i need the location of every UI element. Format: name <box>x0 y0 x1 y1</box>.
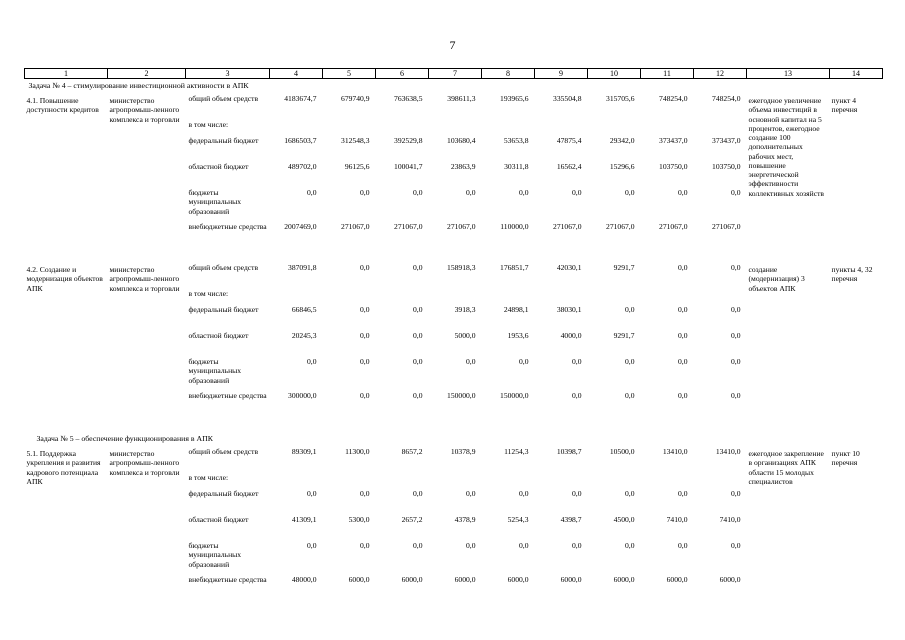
amount-cell <box>588 289 641 305</box>
amount-cell: 2007469,0 <box>284 222 317 231</box>
amount-cell: 0,0 <box>519 188 529 197</box>
task-title-row <box>25 79 883 95</box>
table-row <box>25 94 883 120</box>
amount-cell: 41309,1 <box>291 515 317 524</box>
amount-cell: 0,0 <box>466 188 476 197</box>
header-cell: 6 <box>376 69 429 79</box>
amount-cell: 0,0 <box>572 391 582 400</box>
amount-cell: 6000,0 <box>613 575 635 584</box>
amount-cell: 66846,5 <box>291 305 317 314</box>
amount-cell <box>535 120 588 136</box>
spacer-row <box>25 248 883 263</box>
amount-cell <box>588 120 641 136</box>
amount-cell: 6000,0 <box>719 575 741 584</box>
header-cell: 10 <box>588 69 641 79</box>
amount-cell: 0,0 <box>360 305 370 314</box>
amount-cell: 312548,3 <box>341 136 370 145</box>
amount-cell: 0,0 <box>731 305 741 314</box>
amount-cell: 23863,9 <box>450 162 476 171</box>
measure-name: 4.1. Повышение доступности кредитов <box>26 96 99 115</box>
amount-cell: 271067,0 <box>341 222 370 231</box>
amount-cell: 0,0 <box>572 541 582 550</box>
amount-cell: 6000,0 <box>666 575 688 584</box>
task-title: Задача № 4 – стимулирование инвестиционной активности в АПК <box>28 81 249 90</box>
header-cell: 7 <box>429 69 482 79</box>
amount-cell: 150000,0 <box>500 391 529 400</box>
amount-cell: 10398,7 <box>556 447 582 456</box>
amount-cell <box>694 120 747 136</box>
header-cell: 5 <box>323 69 376 79</box>
amount-cell: 392529,8 <box>394 136 423 145</box>
funding-source: федеральный бюджет <box>188 489 259 498</box>
amount-cell: 271067,0 <box>659 222 688 231</box>
amount-cell: 0,0 <box>731 263 741 272</box>
amount-cell: 5000,0 <box>454 331 476 340</box>
amount-cell: 0,0 <box>519 357 529 366</box>
amount-cell <box>641 120 694 136</box>
amount-cell: 5300,0 <box>348 515 370 524</box>
amount-cell: 271067,0 <box>553 222 582 231</box>
amount-cell: 0,0 <box>307 489 317 498</box>
expected-result: создание (модернизация) 3 объектов АПК <box>748 265 805 293</box>
budget-table <box>24 68 883 601</box>
header-cell: 12 <box>694 69 747 79</box>
amount-cell: 16562,4 <box>556 162 582 171</box>
amount-cell: 398611,3 <box>447 94 476 103</box>
amount-cell: 10500,0 <box>609 447 635 456</box>
amount-cell: 0,0 <box>678 357 688 366</box>
amount-cell: 0,0 <box>678 331 688 340</box>
amount-cell: 110000,0 <box>500 222 529 231</box>
amount-cell: 0,0 <box>572 357 582 366</box>
header-cell: 2 <box>108 69 186 79</box>
amount-cell: 0,0 <box>678 541 688 550</box>
list-reference: пункт 10 перечня <box>831 449 860 468</box>
amount-cell: 6000,0 <box>507 575 529 584</box>
amount-cell: 0,0 <box>731 391 741 400</box>
amount-cell: 4500,0 <box>613 515 635 524</box>
amount-cell: 176851,7 <box>500 263 529 272</box>
amount-cell: 4183674,7 <box>284 94 317 103</box>
expected-result: ежегодное увеличение объема инвестиций в основной капитал на 5 процентов, ежегодное создание 100 дополнительных рабочих мест, повышение энергетической эффективности коллективных хозяйств <box>748 96 825 198</box>
amount-cell: 0,0 <box>360 391 370 400</box>
amount-cell: 271067,0 <box>447 222 476 231</box>
task-title-row <box>25 432 883 447</box>
amount-cell: 0,0 <box>625 489 635 498</box>
amount-cell: 373437,0 <box>712 136 741 145</box>
header-cell: 11 <box>641 69 694 79</box>
amount-cell: 0,0 <box>678 391 688 400</box>
amount-cell: 679740,9 <box>341 94 370 103</box>
task-title: Задача № 5 – обеспечение функционирования в АПК <box>36 434 213 443</box>
amount-cell: 0,0 <box>678 305 688 314</box>
amount-cell: 0,0 <box>731 541 741 550</box>
amount-cell: 0,0 <box>413 391 423 400</box>
amount-cell <box>482 473 535 489</box>
amount-cell: 96125,6 <box>344 162 370 171</box>
amount-cell: 100041,7 <box>394 162 423 171</box>
amount-cell: 0,0 <box>360 331 370 340</box>
amount-cell: 47875,4 <box>556 136 582 145</box>
amount-cell <box>376 120 429 136</box>
header-cell: 9 <box>535 69 588 79</box>
header-cell: 14 <box>830 69 883 79</box>
list-reference: пункт 4 перечня <box>831 96 858 115</box>
funding-source: областной бюджет <box>188 331 249 340</box>
amount-cell: 0,0 <box>307 357 317 366</box>
measure-name: 5.1. Поддержка укрепления и развития кадрового потенциала АПК <box>26 449 101 486</box>
executor: министерство агропромыш-ленного комплекса и торговли <box>109 96 180 124</box>
amount-cell: 38030,1 <box>556 305 582 314</box>
funding-source: бюджеты муниципальных образований <box>188 188 242 216</box>
amount-cell: 0,0 <box>360 188 370 197</box>
amount-cell: 0,0 <box>360 489 370 498</box>
amount-cell <box>588 473 641 489</box>
amount-cell: 6000,0 <box>454 575 476 584</box>
amount-cell: 193965,6 <box>500 94 529 103</box>
amount-cell: 6000,0 <box>401 575 423 584</box>
expected-result: ежегодное закрепление в организациях АПК области 15 молодых специалистов <box>748 449 824 486</box>
amount-cell <box>482 120 535 136</box>
list-reference: пункты 4, 32 перечня <box>831 265 873 284</box>
amount-cell <box>429 289 482 305</box>
funding-source: федеральный бюджет <box>188 305 259 314</box>
amount-cell <box>323 473 376 489</box>
amount-cell: 0,0 <box>625 305 635 314</box>
amount-cell: 0,0 <box>307 541 317 550</box>
amount-cell: 0,0 <box>731 188 741 197</box>
amount-cell <box>429 473 482 489</box>
amount-cell: 0,0 <box>360 541 370 550</box>
amount-cell: 0,0 <box>572 188 582 197</box>
amount-cell: 103750,0 <box>712 162 741 171</box>
amount-cell: 0,0 <box>413 263 423 272</box>
amount-cell: 0,0 <box>360 357 370 366</box>
amount-cell: 11254,3 <box>504 447 529 456</box>
amount-cell: 0,0 <box>413 489 423 498</box>
amount-cell: 0,0 <box>466 541 476 550</box>
amount-cell: 29342,0 <box>609 136 635 145</box>
spacer-cell <box>25 417 883 432</box>
amount-cell: 387091,8 <box>288 263 317 272</box>
amount-cell: 0,0 <box>731 357 741 366</box>
table-row <box>25 447 883 473</box>
amount-cell: 10378,9 <box>450 447 476 456</box>
amount-cell: 150000,0 <box>447 391 476 400</box>
amount-cell: 1686503,7 <box>284 136 317 145</box>
amount-cell: 0,0 <box>625 391 635 400</box>
amount-cell: 15296,6 <box>609 162 635 171</box>
amount-cell: 158918,3 <box>447 263 476 272</box>
amount-cell: 335504,8 <box>553 94 582 103</box>
executor: министерство агропромыш-ленного комплекса и торговли <box>109 449 180 477</box>
amount-cell: 0,0 <box>731 489 741 498</box>
amount-cell: 0,0 <box>519 541 529 550</box>
amount-cell: 271067,0 <box>606 222 635 231</box>
amount-cell: 2657,2 <box>401 515 423 524</box>
funding-source: областной бюджет <box>188 162 249 171</box>
amount-cell: 9291,7 <box>613 263 635 272</box>
amount-cell <box>482 289 535 305</box>
funding-source: общий объем средств <box>188 94 259 103</box>
amount-cell: 0,0 <box>678 188 688 197</box>
amount-cell: 373437,0 <box>659 136 688 145</box>
header-cell: 13 <box>747 69 830 79</box>
funding-source: общий объем средств <box>188 263 259 272</box>
amount-cell: 0,0 <box>413 541 423 550</box>
measure-name: 4.2. Создание и модернизация объектов АПК <box>26 265 103 293</box>
amount-cell: 48000,0 <box>291 575 317 584</box>
amount-cell: 11300,0 <box>345 447 370 456</box>
amount-cell: 0,0 <box>413 188 423 197</box>
table-row <box>25 263 883 289</box>
funding-source: бюджеты муниципальных образований <box>188 357 242 385</box>
amount-cell: 5254,3 <box>507 515 529 524</box>
amount-cell: 0,0 <box>413 331 423 340</box>
amount-cell: 1953,6 <box>507 331 529 340</box>
amount-cell <box>429 120 482 136</box>
amount-cell: 42030,1 <box>556 263 582 272</box>
funding-source: общий объем средств <box>188 447 259 456</box>
amount-cell: 489702,0 <box>288 162 317 171</box>
amount-cell: 13410,0 <box>715 447 741 456</box>
amount-cell: 0,0 <box>466 357 476 366</box>
amount-cell: 13410,0 <box>662 447 688 456</box>
amount-cell: 53653,8 <box>503 136 529 145</box>
amount-cell <box>270 473 323 489</box>
funding-source: внебюджетные средства <box>188 391 267 400</box>
amount-cell: 89309,1 <box>291 447 317 456</box>
spacer-cell <box>25 248 883 263</box>
amount-cell: 0,0 <box>519 489 529 498</box>
amount-cell: 0,0 <box>625 541 635 550</box>
amount-cell: 271067,0 <box>712 222 741 231</box>
funding-source: федеральный бюджет <box>188 136 259 145</box>
amount-cell: 300000,0 <box>288 391 317 400</box>
funding-source: в том числе: <box>188 289 229 298</box>
amount-cell: 271067,0 <box>394 222 423 231</box>
amount-cell <box>376 473 429 489</box>
funding-source: областной бюджет <box>188 515 249 524</box>
header-cell: 4 <box>270 69 323 79</box>
amount-cell: 4378,9 <box>454 515 476 524</box>
amount-cell <box>641 289 694 305</box>
amount-cell: 7410,0 <box>719 515 741 524</box>
amount-cell: 763638,5 <box>394 94 423 103</box>
amount-cell: 748254,0 <box>712 94 741 103</box>
amount-cell: 0,0 <box>678 489 688 498</box>
funding-source: внебюджетные средства <box>188 222 267 231</box>
amount-cell: 0,0 <box>731 331 741 340</box>
amount-cell: 4000,0 <box>560 331 582 340</box>
amount-cell: 8657,2 <box>401 447 423 456</box>
amount-cell: 20245,3 <box>291 331 317 340</box>
funding-source: в том числе: <box>188 473 229 482</box>
amount-cell <box>270 289 323 305</box>
amount-cell: 0,0 <box>413 357 423 366</box>
executor: министерство агропромыш-ленного комплекса и торговли <box>109 265 180 293</box>
amount-cell: 9291,7 <box>613 331 635 340</box>
amount-cell <box>694 289 747 305</box>
amount-cell: 4398,7 <box>560 515 582 524</box>
funding-source: бюджеты муниципальных образований <box>188 541 242 569</box>
amount-cell: 103750,0 <box>659 162 688 171</box>
amount-cell <box>535 289 588 305</box>
amount-cell: 24898,1 <box>503 305 529 314</box>
amount-cell: 0,0 <box>413 305 423 314</box>
amount-cell: 315705,6 <box>606 94 635 103</box>
amount-cell: 3918,3 <box>454 305 476 314</box>
amount-cell: 748254,0 <box>659 94 688 103</box>
amount-cell: 0,0 <box>625 188 635 197</box>
amount-cell <box>376 289 429 305</box>
amount-cell: 0,0 <box>678 263 688 272</box>
spacer-row <box>25 417 883 432</box>
amount-cell: 6000,0 <box>560 575 582 584</box>
amount-cell: 6000,0 <box>348 575 370 584</box>
header-cell: 1 <box>25 69 108 79</box>
funding-source: внебюджетные средства <box>188 575 267 584</box>
amount-cell: 0,0 <box>466 489 476 498</box>
amount-cell: 0,0 <box>572 489 582 498</box>
amount-cell: 103680,4 <box>447 136 476 145</box>
amount-cell <box>535 473 588 489</box>
amount-cell: 0,0 <box>625 357 635 366</box>
page-number: 7 <box>449 38 456 52</box>
amount-cell: 0,0 <box>360 263 370 272</box>
header-cell: 8 <box>482 69 535 79</box>
funding-source: в том числе: <box>188 120 229 129</box>
amount-cell: 0,0 <box>307 188 317 197</box>
amount-cell <box>323 120 376 136</box>
amount-cell <box>641 473 694 489</box>
amount-cell <box>270 120 323 136</box>
amount-cell <box>323 289 376 305</box>
amount-cell: 30311,8 <box>504 162 529 171</box>
header-row <box>25 69 883 79</box>
header-cell: 3 <box>186 69 270 79</box>
amount-cell: 7410,0 <box>666 515 688 524</box>
amount-cell <box>694 473 747 489</box>
